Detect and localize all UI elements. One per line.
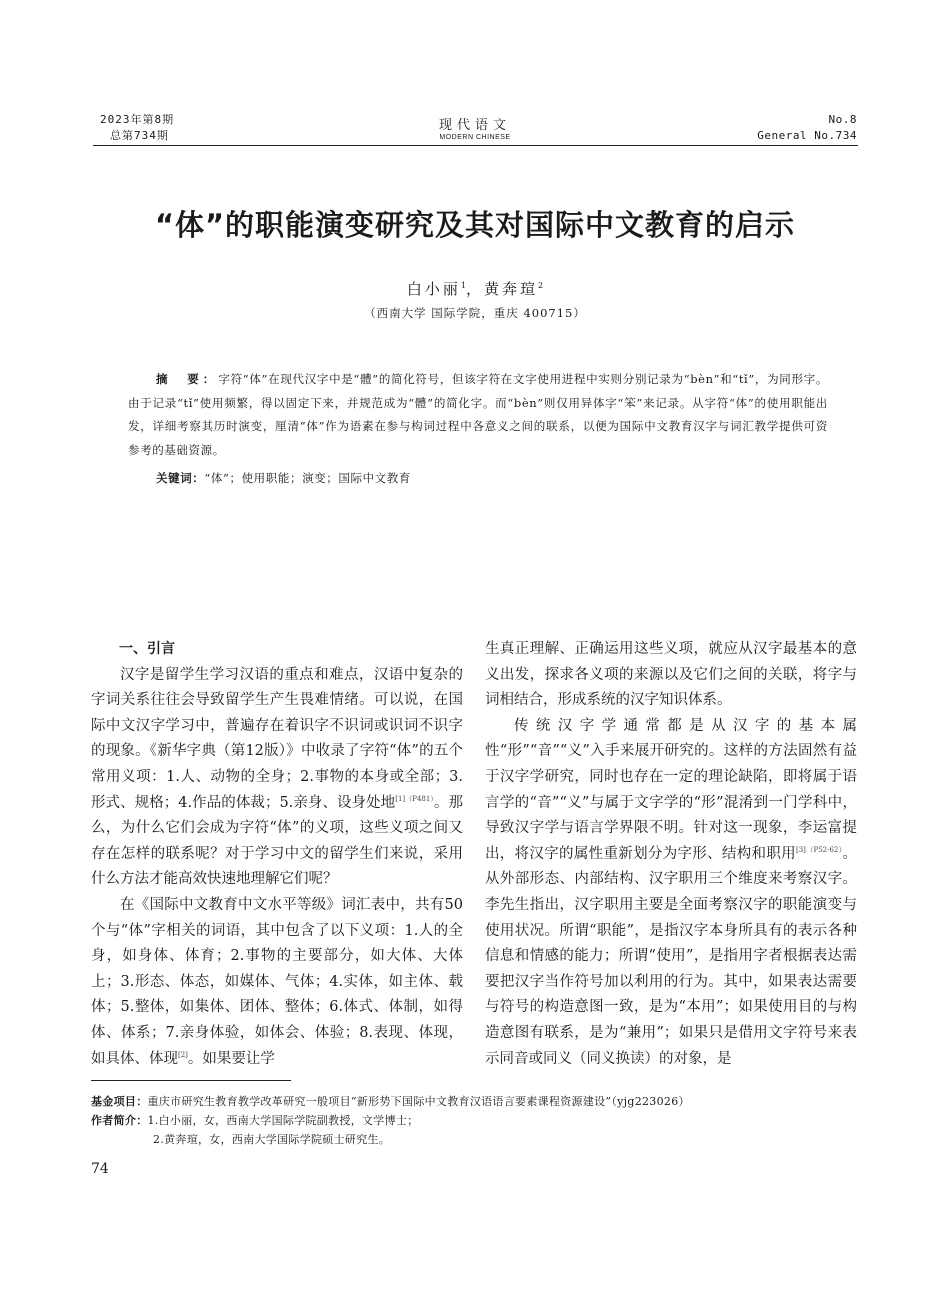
fund-text: 重庆市研究生教育教学改革研究一般项目“新形势下国际中文教育汉语语言要素课程资源建设”（yjg223026） xyxy=(147,1095,690,1108)
author-separator: ， xyxy=(465,280,484,298)
abstract-label: 摘 要： xyxy=(156,372,219,386)
author-name: 白小丽 xyxy=(406,280,461,298)
citation-ref: [1]（P481） xyxy=(395,794,434,803)
journal-name-cn: 现代语文 xyxy=(438,118,511,133)
affiliation: （西南大学 国际学院，重庆 400715） xyxy=(364,306,586,320)
paragraph: 汉字是留学生学习汉语的重点和难点，汉语中复杂的字词关系往往会导致留学生产生畏难情绪。可以说，在国际中文汉字学习中，普遍存在着识字不识词或识词不识字的现象。《新华字典（第12版）》中收录了字符“体”的五个常用义项：1.人、动物的全身；2.事物的本身或全部；3.形式、规格；4.作品的体裁；5.亲身、设身处地$^{[1](P481)}$。那么，为什么它们会成为字符“体”的义项，这些义项之间又存在怎样的联系呢？对于学习中文的留学生们来说，采用什么方法才能高效快速地理解它们呢？ xyxy=(91,666,463,888)
footnote-rule xyxy=(91,1080,291,1081)
fund-note xyxy=(91,1092,861,1111)
issue-general-number-en: General No.734 xyxy=(757,129,857,142)
citation-ref: [3]（P52-62） xyxy=(795,845,843,854)
author-note-text: 1.白小丽，女，西南大学国际学院副教授，文学博士； xyxy=(147,1114,419,1127)
abstract xyxy=(128,368,828,462)
page-number: 74 xyxy=(91,1161,109,1177)
journal-name-en: MODERN CHINESE xyxy=(439,134,511,141)
issue-info-en xyxy=(757,112,857,144)
body-column-right xyxy=(485,637,857,1072)
abstract-text: 字符“体”在现代汉字中是“體”的简化符号，但该字符在文字使用进程中实则分别记录为“bèn”和“tǐ”，为同形字。由于记录“tǐ”使用频繁，得以固定下来，并规范成为“體”的简化字。而“bèn”则仅用异体字“笨”来记录。从字符“体”的使用职能出发，详细考察其历时演变，厘清“体”作为语素在参与构词过程中各意义之间的联系，以便为国际中文教育汉字与词汇教学提供可资参考的基础资源。 xyxy=(128,372,828,457)
paragraph: 传统汉字学通常都是从汉字的基本属性“形”“音”“义”入手来展开研究的。这样的方法固然有益于汉字学研究，同时也存在一定的理论缺陷，即将属于语言学的“音”“义”与属于文字学的“形”混淆到一门学科中，导致汉字学与语言学界限不明。针对这一现象，李运富提出，将汉字的属性重新划分为字形、结构和职用$^{[3](P52-62)}$。从外部形态、内部结构、汉字职用三个维度来考察汉字。李先生指出，汉字职用主要是全面考察汉字的职能演变与使用状况。所谓“职能”，是指汉字本身所具有的表示各种信息和情感的能力；所谓“使用”，是指用字者根据表达需要把汉字当作符号加以利用的行为。其中，如果表达需要与符号的构造意图一致，是为“本用”；如果使用目的与构造意图有联系，是为“兼用”；如果只是借用文字符号来表示同音或同义（同义换读）的对象，是 xyxy=(485,717,858,1067)
footnotes xyxy=(91,1092,861,1149)
author-note-text: 2.黄奔瑄，女，西南大学国际学院硕士研究生。 xyxy=(153,1133,391,1146)
header-rule xyxy=(93,145,858,146)
author-line xyxy=(0,278,950,299)
paragraph: 在《国际中文教育中文水平等级》词汇表中，共有50个与“体”字相关的词语，其中包含了以下义项：1.人的全身，如身体、体育；2.事物的主要部分，如大体、大体上；3.形态、体态，如媒体、气体；4.实体，如主体、载体；5.整体，如集体、团体、整体；6.体式、体制，如得体、体系；7.亲身体验，如体会、体验；8.表现、体现，如具体、体现[2]。如果要让学 xyxy=(91,896,463,1067)
author-note xyxy=(91,1111,861,1130)
keywords xyxy=(156,470,828,486)
issue-total-number: 总第734期 xyxy=(110,129,169,142)
issue-number-en: No.8 xyxy=(828,113,857,126)
body-column-left xyxy=(91,637,463,1072)
citation-ref: [2] xyxy=(178,1050,188,1059)
author-note-label: 作者简介： xyxy=(91,1114,148,1127)
author-affil-mark: 1 xyxy=(460,281,466,290)
author-affil-mark: 2 xyxy=(538,281,544,290)
issue-year-number: 2023年第8期 xyxy=(100,113,175,126)
author-name: 黄奔瑄 xyxy=(484,280,539,298)
paragraph: 生真正理解、正确运用这些义项，就应从汉字最基本的意义出发，探求各义项的来源以及它们之间的关联，将字与词相结合，形成系统的汉字知识体系。 xyxy=(485,641,857,709)
article-title: “体”的职能演变研究及其对国际中文教育的启示 xyxy=(154,208,796,242)
keywords-text: “体”；使用职能；演变；国际中文教育 xyxy=(204,471,411,485)
fund-label: 基金项目： xyxy=(91,1095,148,1108)
keywords-label: 关键词： xyxy=(156,471,205,485)
section-heading: 一、引言 xyxy=(119,641,175,657)
